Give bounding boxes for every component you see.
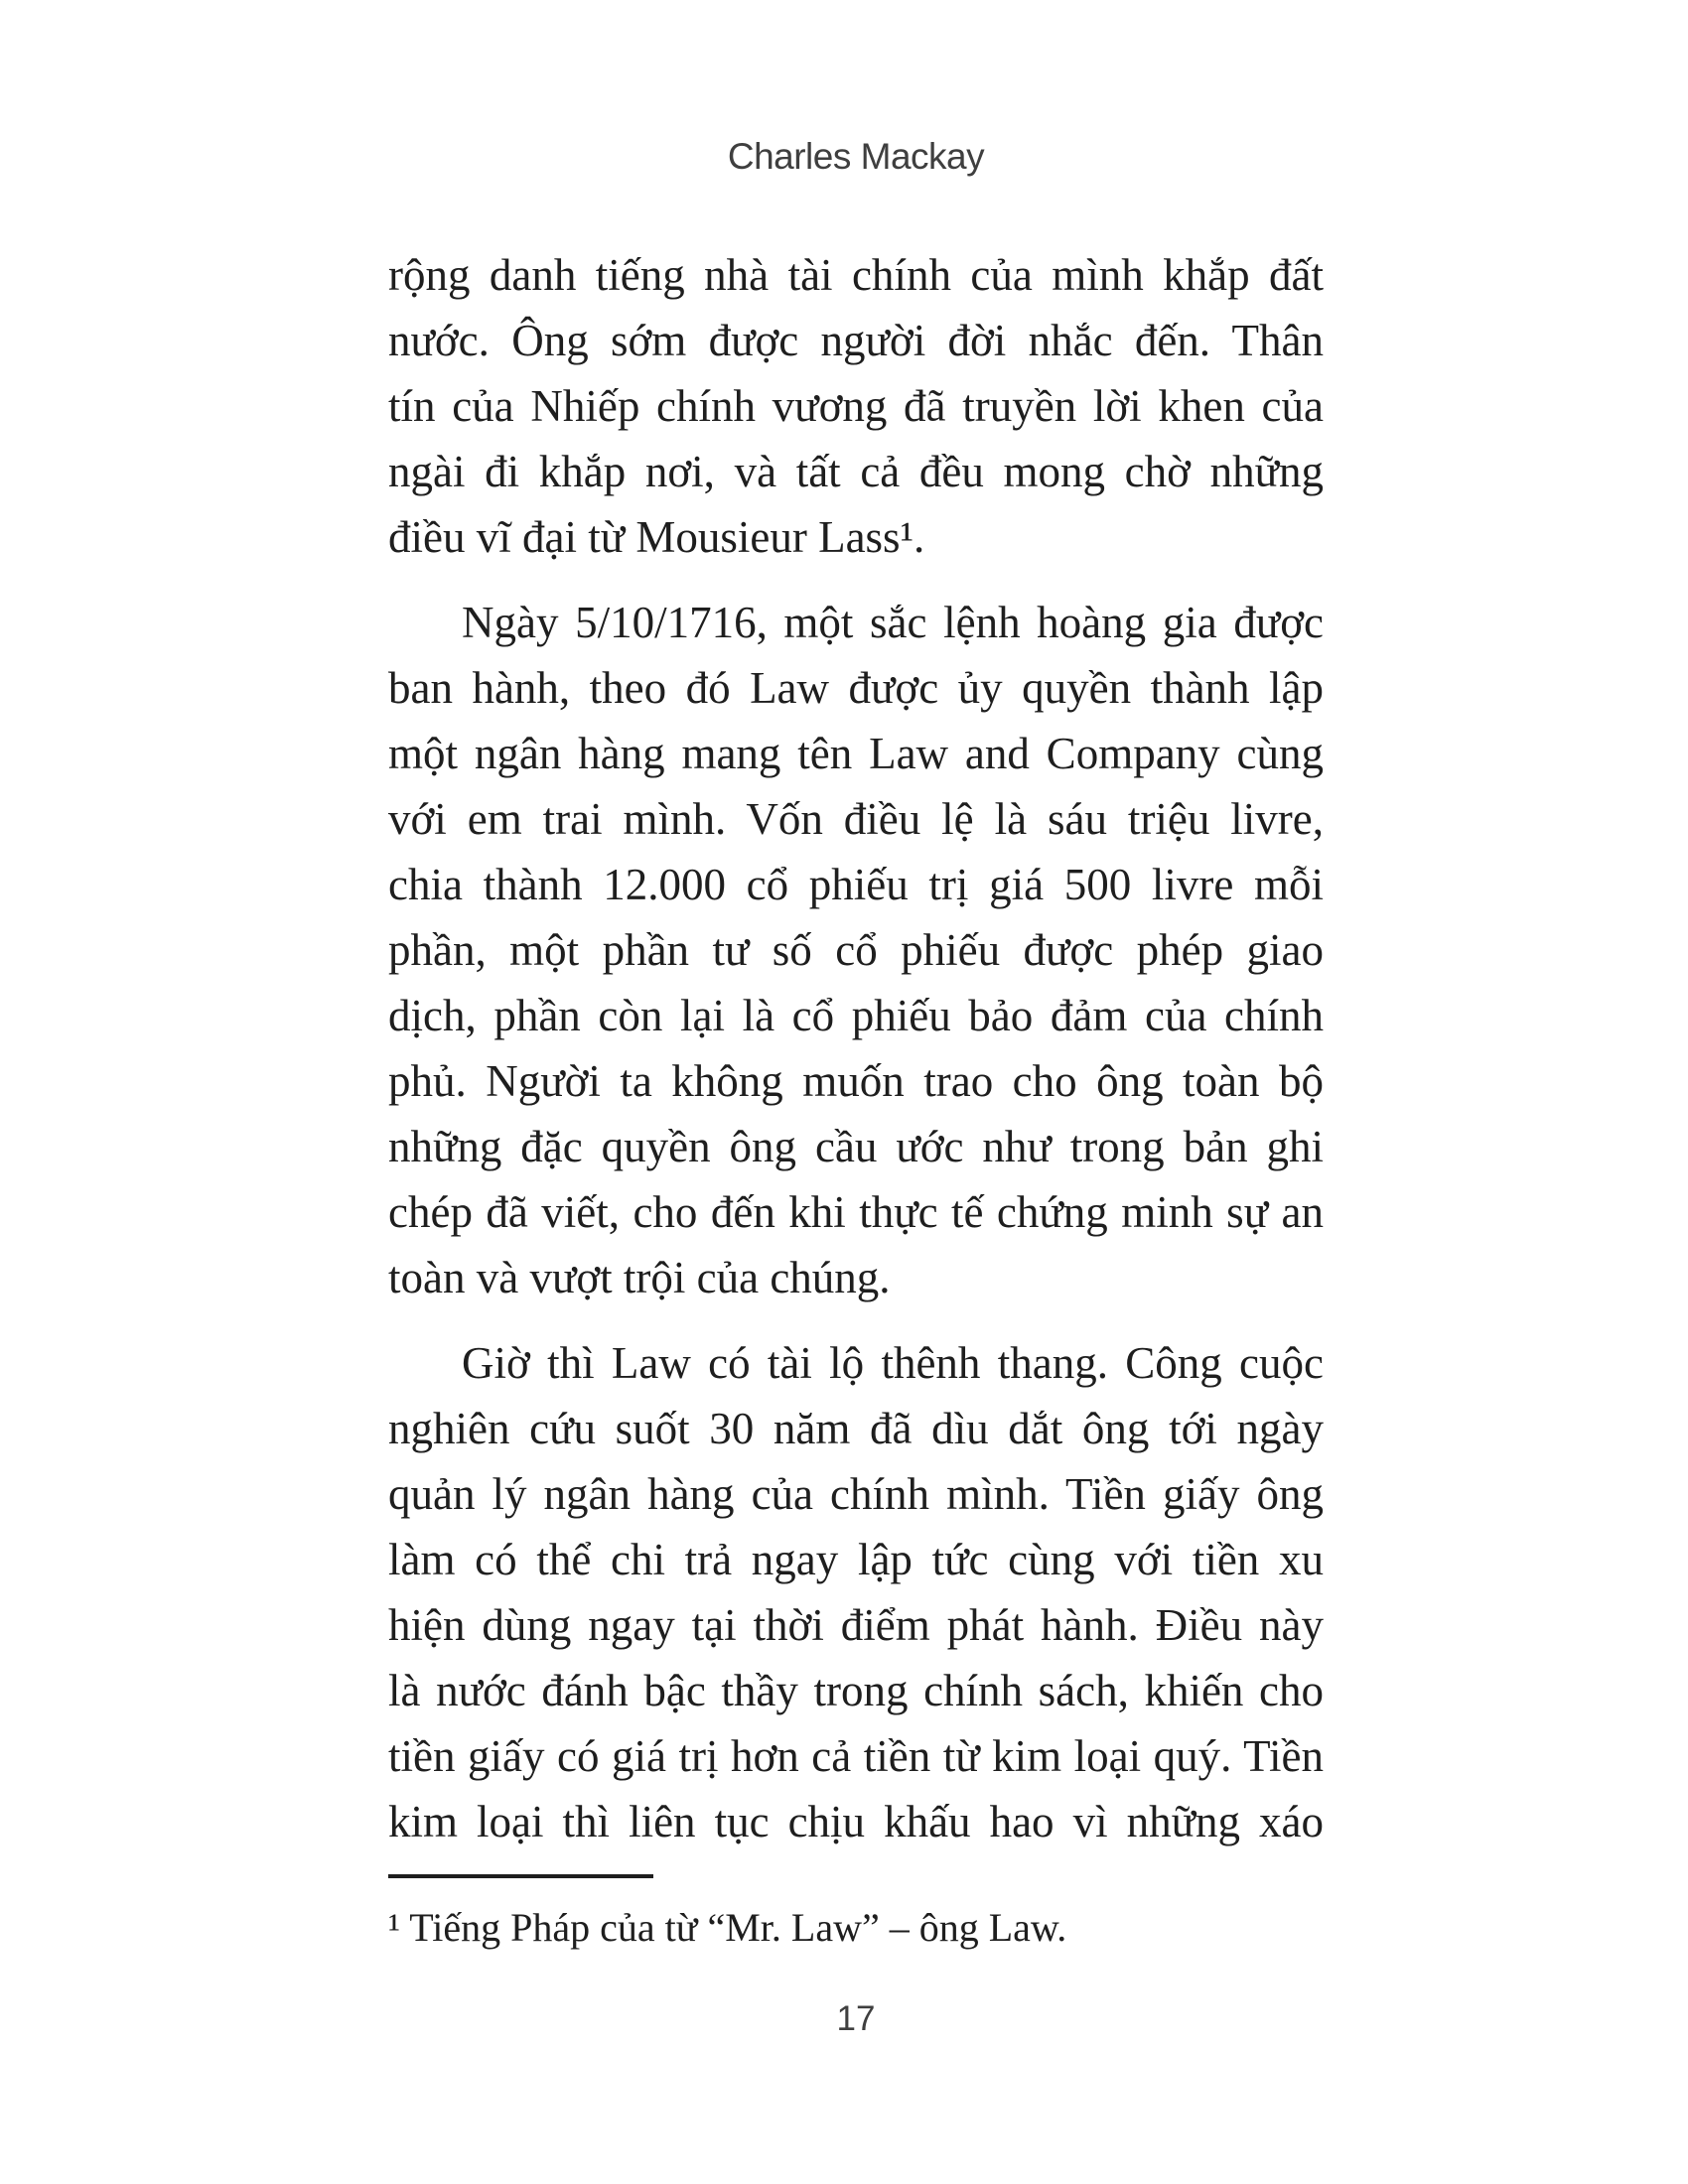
body-line: ngài đi khắp nơi, và tất cả đều mong chờ những [388,447,1324,496]
body-line: dịch, phần còn lại là cổ phiếu bảo đảm của chính [388,991,1324,1040]
footnote-divider [388,1874,653,1878]
body-line: chia thành 12.000 cổ phiếu trị giá 500 livre mỗi [388,860,1324,909]
body-line: ban hành, theo đó Law được ủy quyền thành lập [388,663,1324,713]
body-line: là nước đánh bậc thầy trong chính sách, khiến cho [388,1666,1324,1715]
body-line: chép đã viết, cho đến khi thực tế chứng minh sự an [388,1187,1324,1237]
body-line: tín của Nhiếp chính vương đã truyền lời khen của [388,381,1324,431]
body-line: nghiên cứu suốt 30 năm đã dìu dắt ông tới ngày [388,1404,1324,1453]
paragraph [388,242,1324,570]
body-line: Giờ thì Law có tài lộ thênh thang. Công cuộc [462,1338,1324,1388]
body-line: phủ. Người ta không muốn trao cho ông toàn bộ [388,1056,1324,1106]
body-line: toàn và vượt trội của chúng. [388,1253,891,1302]
page-number: 17 [836,1999,876,2038]
body-line: kim loại thì liên tục chịu khấu hao vì những xáo [388,1797,1324,1846]
footnote-marker: ¹ [388,1905,400,1950]
body-line: Ngày 5/10/1716, một sắc lệnh hoàng gia được [462,598,1324,647]
body-line: rộng danh tiếng nhà tài chính của mình khắp đất [388,250,1324,300]
body-line: những đặc quyền ông cầu ước như trong bản ghi [388,1122,1324,1171]
body-line: làm có thể chi trả ngay lập tức cùng với tiền xu [388,1535,1324,1584]
footnote [388,1898,1324,1958]
body-line: phần, một phần tư số cổ phiếu được phép giao [388,925,1324,975]
body-text [388,242,1324,1854]
body-line: quản lý ngân hàng của chính mình. Tiền giấy ông [388,1469,1324,1519]
body-line: điều vĩ đại từ Mousieur Lass¹. [388,512,925,562]
running-header [388,135,1324,179]
paragraph [388,590,1324,1310]
body-line: hiện dùng ngay tại thời điểm phát hành. Điều này [388,1600,1324,1650]
body-line: nước. Ông sớm được người đời nhắc đến. Thân [388,316,1324,365]
body-line: tiền giấy có giá trị hơn cả tiền từ kim loại quý. Tiền [388,1731,1324,1781]
body-line: một ngân hàng mang tên Law and Company cùng [388,729,1324,778]
running-header-text: Charles Mackay [727,136,985,177]
paragraph [388,1330,1324,1854]
body-line: với em trai mình. Vốn điều lệ là sáu triệu livre, [388,794,1324,844]
footnote-text: Tiếng Pháp của từ “Mr. Law” – ông Law. [409,1905,1067,1950]
